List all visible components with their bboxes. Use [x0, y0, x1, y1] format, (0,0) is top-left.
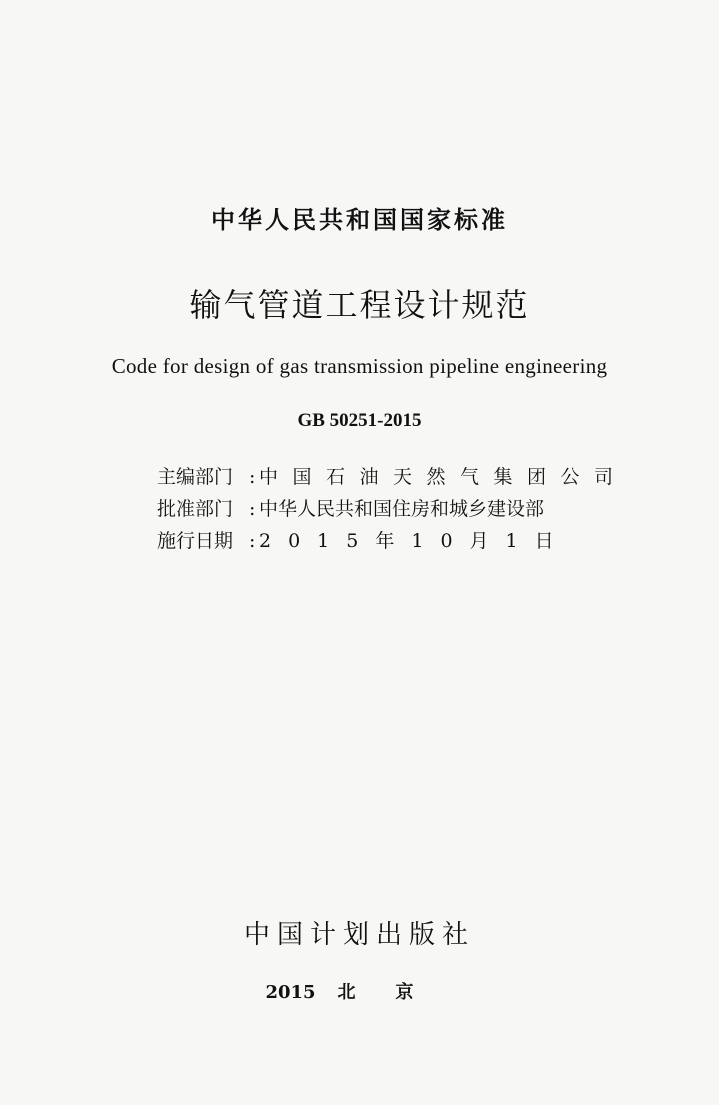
info-row-approval-dept — [157, 494, 587, 521]
standard-type-heading: 中华人民共和国国家标准 — [211, 206, 508, 234]
publication-city: 北京 — [337, 982, 454, 1003]
publisher-name: 中国计划出版社 — [243, 920, 475, 950]
info-separator: : — [249, 498, 256, 520]
imprint — [0, 978, 719, 1004]
info-value: 中华人民共和国住房和城乡建设部 — [259, 498, 545, 520]
info-value: 2015年10月1日 — [259, 530, 571, 552]
info-row-effective-date — [157, 526, 587, 553]
standard-code: GB 50251-2015 — [297, 410, 422, 431]
english-subtitle: Code for design of gas transmission pipeline engineering — [111, 354, 608, 378]
info-label: 主编部门 — [157, 466, 234, 488]
info-separator: : — [249, 466, 256, 488]
document-title: 输气管道工程设计规范 — [189, 286, 530, 324]
info-value: 中国石油天然气集团公司 — [259, 466, 628, 488]
info-label: 施行日期 — [157, 530, 234, 552]
publication-year: 2015 — [265, 982, 316, 1003]
info-separator: : — [249, 530, 256, 552]
info-row-chief-editor — [157, 462, 628, 489]
info-label: 批准部门 — [157, 498, 234, 520]
